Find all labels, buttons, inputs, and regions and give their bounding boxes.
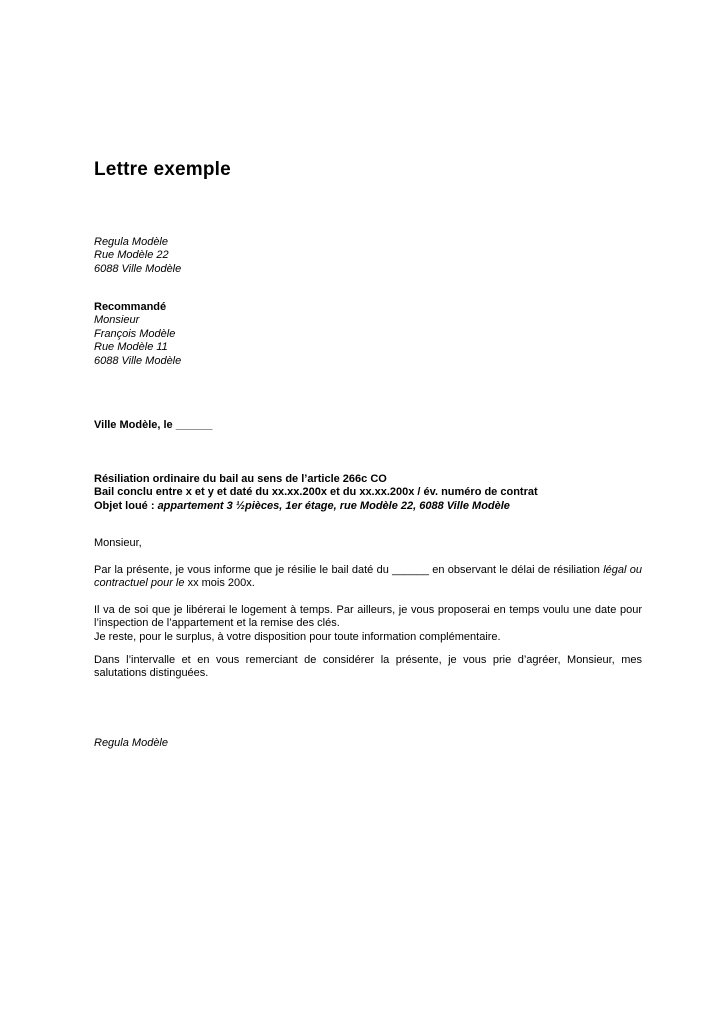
sender-block (94, 236, 642, 276)
recipient-block (94, 301, 642, 368)
p2-sentence-handover: Il va de soi que je libérerai le logement à temps. Par ailleurs, je vous proposerai en temps voulu une date pour l’inspection de l’appartement et la remise des clés. (94, 604, 642, 630)
recipient-title: Monsieur (94, 314, 140, 327)
p1-text-italic: légal ou contractuel pour le (94, 564, 642, 590)
sender-city: 6088 Ville Modèle (94, 262, 182, 275)
p2-sentence-availability: Je reste, pour le surplus, à votre disposition pour toute information complémentaire. (94, 630, 501, 643)
subject-line-contract: Bail conclu entre x et y et daté du xx.xx.200x et du xx.xx.200x / év. numéro de contrat (94, 486, 538, 499)
subject-line-termination: Résiliation ordinaire du bail au sens de l’article 266c CO (94, 473, 387, 485)
recipient-name: François Modèle (94, 327, 176, 340)
body-paragraph-handover (94, 604, 642, 644)
subject-object-label: Objet loué : (94, 499, 155, 512)
body-paragraph-closing: Dans l’intervalle et en vous remerciant de considérer la présente, je vous prie d’agréer, Monsieur, mes salutations distinguées. (94, 654, 642, 680)
salutation: Monsieur, (94, 537, 142, 549)
p1-text-end: xx mois 200x. (187, 577, 255, 590)
subject-object-value: appartement 3 ½pièces, 1er étage, rue Modèle 22, 6088 Ville Modèle (157, 499, 510, 512)
subject-line-object (94, 500, 642, 513)
signature: Regula Modèle (94, 737, 168, 749)
place-date-line: Ville Modèle, le ______ (94, 419, 213, 431)
page-title: Lettre exemple (94, 159, 231, 180)
subject-block (94, 473, 642, 513)
delivery-label: Recommandé (94, 301, 167, 313)
sender-street: Rue Modèle 22 (94, 249, 169, 262)
body-paragraph-termination (94, 564, 642, 591)
recipient-street: Rue Modèle 11 (94, 341, 168, 354)
p1-text-start: Par la présente, je vous informe que je résilie le bail daté du ______ en observant le délai de résiliation (94, 564, 600, 576)
sender-name: Regula Modèle (94, 236, 168, 248)
recipient-city: 6088 Ville Modèle (94, 354, 182, 367)
